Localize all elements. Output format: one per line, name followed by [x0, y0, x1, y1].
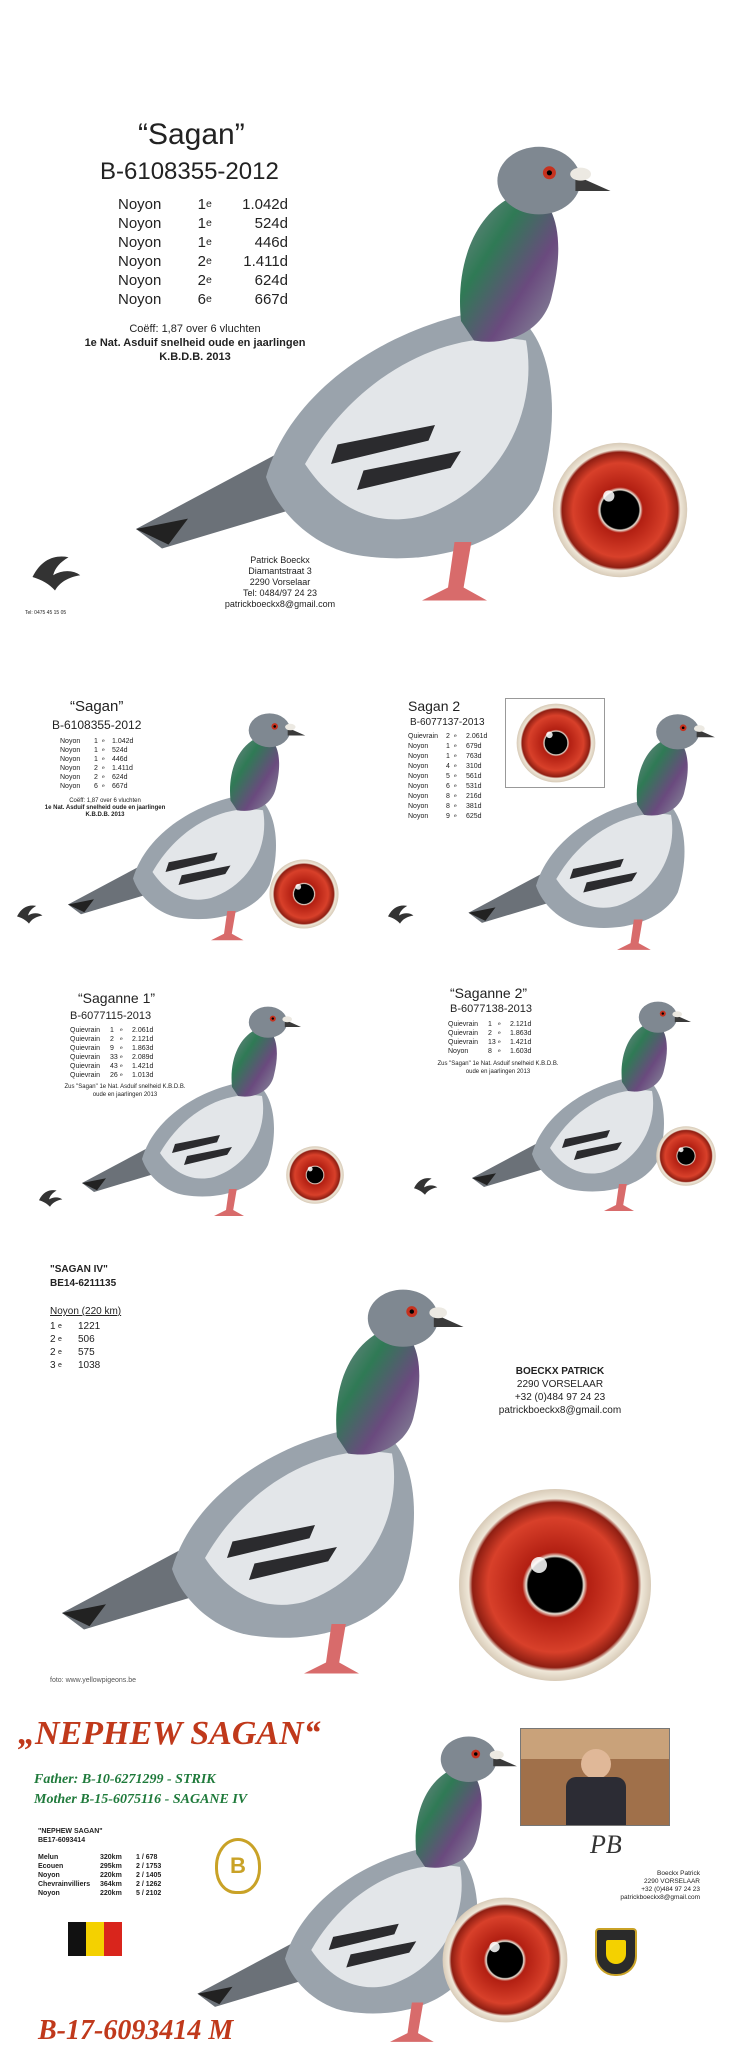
- belgian-flag-icon: [68, 1922, 122, 1956]
- sagan-iv-ring: BE14-6211135: [50, 1278, 117, 1289]
- result-row: Quievrain 2 e 2.061d: [408, 733, 488, 740]
- pigeon-image: [455, 690, 725, 960]
- saganne1-note: Zus "Sagan" 1e Nat. Asduif snelheid K.B.D.B. oude en jaarlingen 2013: [64, 1084, 186, 1098]
- sagan-2-panel: [375, 680, 750, 960]
- result-row: Noyon 2 e 1.411d: [118, 253, 288, 270]
- result-row: Noyon 8 e 381d: [408, 803, 482, 810]
- eye-image: [440, 1895, 570, 2025]
- result-row: Noyon 1 e 524d: [118, 215, 288, 232]
- result-row: Noyon 1 e 446d: [60, 756, 128, 763]
- result-row: Noyon 8 e 216d: [408, 793, 482, 800]
- result-row: Noyon 1 e 1.042d: [60, 738, 134, 745]
- result-row: Noyon 220km 5 / 2102: [38, 1890, 162, 1897]
- result-row: Noyon 4 e 310d: [408, 763, 482, 770]
- result-row: Quievrain 43 e 1.421d: [70, 1063, 154, 1070]
- owner-phone: +32 (0)484 97 24 23: [514, 1392, 606, 1403]
- hawk-logo-icon: [385, 902, 415, 926]
- nephew-sagan-panel: [0, 1710, 750, 2069]
- result-row: Quievrain 2 e 2.121d: [70, 1036, 154, 1043]
- race-header: Noyon (220 km): [50, 1306, 122, 1317]
- eye-image: [655, 1125, 717, 1187]
- sagan-ring: B-6108355-2012: [52, 718, 142, 732]
- pigeon-image: [60, 985, 320, 1225]
- eye-image: [455, 1485, 655, 1685]
- result-row: Quievrain 26 e 1.013d: [70, 1072, 154, 1079]
- sagan-notes: Coëff: 1,87 over 6 vluchten 1e Nat. Asduif snelheid oude en jaarlingen K.B.D.B. 2013: [44, 798, 166, 818]
- owner-name: BOECKX PATRICK: [515, 1366, 605, 1377]
- result-row: Quievrain 9 e 1.863d: [70, 1045, 154, 1052]
- result-row: Quievrain 2 e 1.863d: [448, 1030, 532, 1037]
- result-row: Noyon 2 e 1.411d: [60, 765, 133, 772]
- pb-monogram: PB: [590, 1830, 622, 1859]
- ring-big: B-17-6093414 M: [38, 2015, 234, 2046]
- saganne2-ring: B-6077138-2013: [450, 1003, 532, 1015]
- photo-credit: foto: www.yellowpigeons.be: [50, 1677, 136, 1684]
- result-row: Noyon 6 e 667d: [60, 783, 128, 790]
- result-row: Noyon 2 e 624d: [118, 272, 288, 289]
- result-row: Noyon 6 e 667d: [118, 291, 288, 308]
- sagan-ring: B-6108355-2012: [100, 158, 279, 185]
- result-row: Chevrainvilliers 364km 2 / 1262: [38, 1881, 162, 1888]
- saganne2-note: Zus "Sagan" 1e Nat. Asduif snelheid K.B.D.B. oude en jaarlingen 2013: [437, 1061, 559, 1075]
- ring-small: BE17-6093414: [38, 1837, 86, 1844]
- result-row: Quievrain 1 e 2.121d: [448, 1021, 532, 1028]
- owner-block: [480, 1365, 640, 1417]
- result-row: 2 e 506: [50, 1334, 95, 1345]
- result-row: 3 e 1038: [50, 1360, 101, 1371]
- hawk-logo-icon: [36, 1187, 64, 1209]
- pigeon-image: [40, 1250, 480, 1690]
- sagan-iv-panel: [0, 1240, 750, 1700]
- nephew-results: [38, 1853, 161, 1898]
- sagan-title: “Sagan”: [70, 698, 124, 715]
- result-row: Quievrain 13 e 1.421d: [448, 1039, 532, 1046]
- result-row: Noyon 2 e 624d: [60, 774, 128, 781]
- mother-line: Mother B-15-6075116 - SAGANE IV: [34, 1792, 248, 1807]
- eye-image: [550, 440, 690, 580]
- saganne-1-panel: [0, 975, 370, 1225]
- result-row: Noyon 8 e 1.603d: [448, 1048, 532, 1055]
- hawk-logo-icon: [25, 550, 85, 595]
- result-row: 2 e 575: [50, 1347, 95, 1358]
- logo-phone: Tel: 0475 45 15 05: [25, 610, 67, 616]
- result-row: Noyon 1 e 1.042d: [118, 196, 288, 213]
- owner-email: patrickboeckx8@gmail.com: [498, 1405, 622, 1416]
- result-row: 1 e 1221: [50, 1321, 101, 1332]
- saganne1-ring: B-6077115-2013: [70, 1010, 152, 1022]
- sagan-iv-title: "SAGAN IV": [50, 1264, 108, 1275]
- sagan-poster: [0, 0, 750, 660]
- sagan-title: “Sagan”: [138, 118, 245, 151]
- coefficient: Coëff: 1,87 over 6 vluchten: [129, 323, 261, 335]
- sagan2-ring: B-6077137-2013: [410, 717, 485, 728]
- hawk-logo-icon: [411, 1175, 439, 1197]
- father-line: Father: B-10-6271299 - STRIK: [34, 1772, 216, 1787]
- contact-block: Patrick Boeckx Diamantstraat 3 2290 Vorselaar Tel: 0484/97 24 23 patrickboeckx8@gmail.com: [224, 555, 336, 609]
- achievement: 1e Nat. Asduif snelheid oude en jaarlingen: [84, 337, 306, 349]
- eye-image: [268, 858, 340, 930]
- name-small: "NEPHEW SAGAN": [38, 1828, 103, 1835]
- result-row: Quievrain 1 e 2.061d: [70, 1027, 154, 1034]
- saganne-2-panel: [375, 975, 750, 1225]
- result-row: Quievrain 33 e 2.089d: [70, 1054, 154, 1061]
- hawk-logo-icon: [14, 902, 44, 926]
- owner-photo: [520, 1728, 670, 1826]
- contact-block: Boeckx Patrick 2290 VORSELAAR +32 (0)484 97 24 23 patrickboeckx8@gmail.com: [620, 1870, 700, 1901]
- eye-image: [285, 1145, 345, 1205]
- sagan-small-panel: [0, 680, 370, 960]
- result-row: Ecouen 295km 2 / 1753: [38, 1863, 162, 1870]
- result-row: Noyon 1 e 763d: [408, 753, 482, 760]
- result-row: Noyon 1 e 524d: [60, 747, 128, 754]
- owner-town: 2290 VORSELAAR: [516, 1379, 604, 1390]
- result-row: Noyon 9 e 625d: [408, 813, 482, 820]
- nephew-title: „NEPHEW SAGAN“: [18, 1715, 321, 1752]
- sagan2-title: Sagan 2: [408, 698, 461, 714]
- result-row: Noyon 5 e 561d: [408, 773, 482, 780]
- result-row: Noyon 1 e 679d: [408, 743, 482, 750]
- crest-badge-icon: [595, 1928, 637, 1976]
- saganne2-title: “Saganne 2”: [450, 985, 528, 1001]
- result-row: Noyon 220km 2 / 1405: [38, 1872, 162, 1879]
- result-row: Noyon 6 e 531d: [408, 783, 482, 790]
- saganne1-title: “Saganne 1”: [78, 990, 156, 1006]
- achievement-year: K.B.D.B. 2013: [159, 351, 231, 363]
- result-row: Noyon 1 e 446d: [118, 234, 288, 251]
- result-row: Melun 320km 1 / 678: [38, 1854, 158, 1861]
- kbdb-badge-icon: B: [215, 1838, 261, 1894]
